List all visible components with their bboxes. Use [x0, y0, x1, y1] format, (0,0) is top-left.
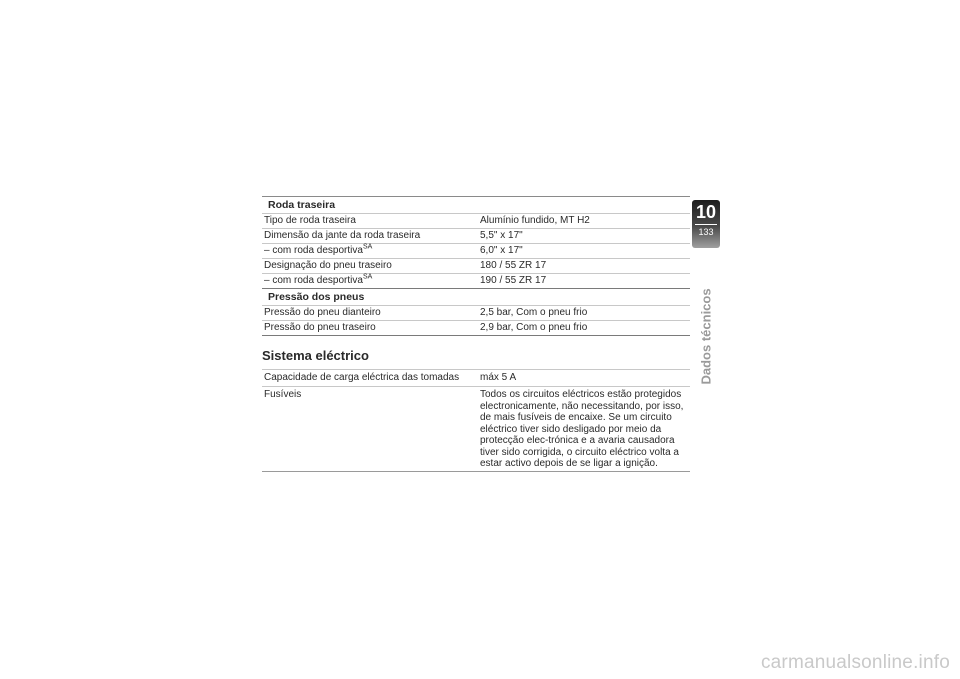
- table-row: [262, 244, 690, 259]
- table-row: [262, 387, 690, 472]
- spec-label: Tipo de roda traseira: [264, 215, 356, 226]
- spec-label: Fusíveis: [264, 389, 302, 400]
- rear-wheel-section: [262, 196, 690, 289]
- option-marker: SA: [362, 243, 373, 251]
- electrical-heading: Sistema eléctrico: [262, 348, 369, 363]
- spec-value: Todos os circuitos eléctricos estão protegidos electronicamente, não necessitando, por isso, de mais fusíveis de encaixe. Se um circuito eléctrico tiver sido desligado por meio da protecção elec-trónica e a avaria causadora tiver sido corrigida, o circuito eléctrico volta a estar activo depois de se ligar a ignição.: [480, 389, 684, 469]
- spec-value: 6,0" x 17": [480, 245, 523, 256]
- spec-content: [262, 196, 690, 472]
- table-row: [262, 259, 690, 274]
- table-row: [262, 274, 690, 289]
- spec-label: Dimensão da jante da roda traseira: [264, 230, 421, 241]
- chapter-title: Dados técnicos: [698, 288, 714, 385]
- spec-value: 190 / 55 ZR 17: [480, 275, 547, 286]
- spec-value: 180 / 55 ZR 17: [480, 260, 547, 271]
- spec-label-cell: [262, 274, 474, 288]
- option-marker: SA: [362, 273, 373, 281]
- page-number: 133: [698, 227, 714, 237]
- spec-value: 2,5 bar, Com o pneu frio: [480, 307, 588, 318]
- spec-label: – com roda desportiva: [264, 245, 363, 256]
- spec-label: – com roda desportiva: [264, 275, 363, 286]
- chapter-tab: [692, 200, 720, 248]
- spec-value: 2,9 bar, Com o pneu frio: [480, 322, 588, 333]
- rear-wheel-title: Roda traseira: [262, 197, 690, 214]
- spec-value: máx 5 A: [480, 372, 517, 383]
- electrical-table: [262, 369, 690, 472]
- tire-pressure-section: [262, 289, 690, 336]
- table-row: [262, 370, 690, 387]
- spec-label: Pressão do pneu traseiro: [264, 322, 376, 333]
- table-row: [262, 321, 690, 336]
- tire-pressure-title: Pressão dos pneus: [262, 289, 690, 306]
- chapter-number: 10: [695, 202, 717, 222]
- table-row: [262, 214, 690, 229]
- spec-label-cell: [262, 244, 474, 258]
- spec-label: Capacidade de carga eléctrica das tomadas: [264, 372, 460, 383]
- spec-value: 5,5" x 17": [480, 230, 523, 241]
- watermark: carmanualsonline.info: [760, 652, 950, 673]
- table-row: [262, 306, 690, 321]
- spec-label: Pressão do pneu dianteiro: [264, 307, 381, 318]
- chapter-divider: [695, 224, 717, 225]
- spec-value: Alumínio fundido, MT H2: [480, 215, 590, 226]
- spec-label: Designação do pneu traseiro: [264, 260, 392, 271]
- table-row: [262, 229, 690, 244]
